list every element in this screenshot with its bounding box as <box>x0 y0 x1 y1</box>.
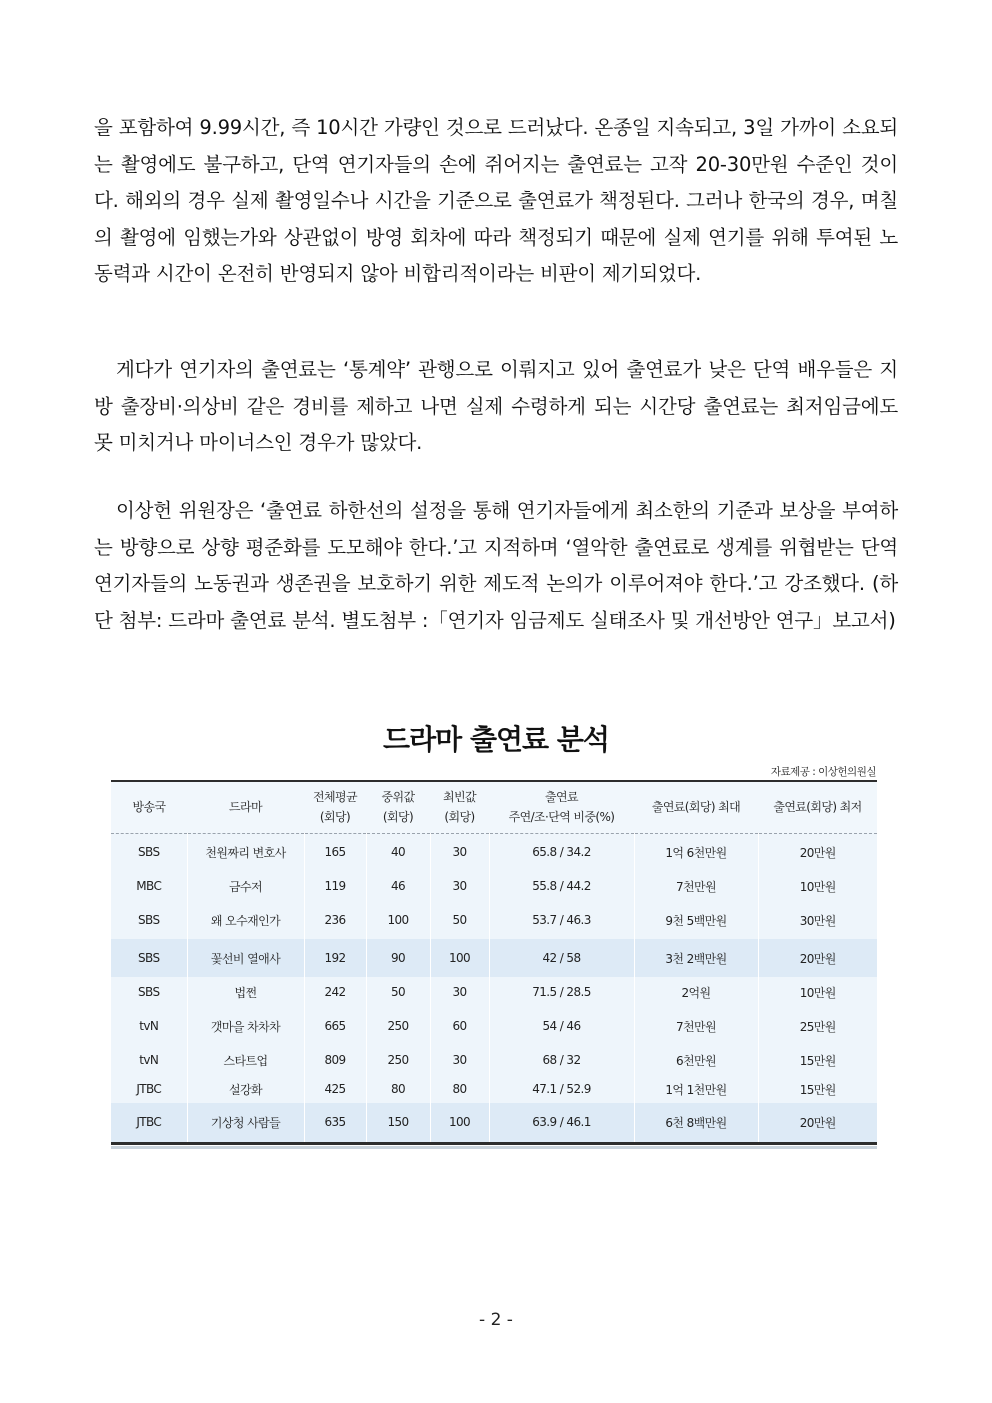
table-row <box>111 1007 877 1045</box>
table-cell: 법쩐 <box>187 977 304 1007</box>
table-cell: 80 <box>366 1075 430 1103</box>
column-header <box>187 781 304 833</box>
table-cell: 635 <box>304 1103 366 1143</box>
column-header <box>489 781 634 833</box>
column-header <box>304 781 366 833</box>
column-header <box>366 781 430 833</box>
table-cell: 천원짜리 변호사 <box>187 833 304 871</box>
column-header <box>634 781 758 833</box>
table-row <box>111 871 877 901</box>
table-cell: SBS <box>111 901 187 939</box>
table-header <box>111 781 877 833</box>
table-cell: 250 <box>366 1007 430 1045</box>
table-cell: 60 <box>430 1007 489 1045</box>
table-cell: 55.8 / 44.2 <box>489 871 634 901</box>
table-cell: 119 <box>304 871 366 901</box>
table-cell: 30만원 <box>758 901 877 939</box>
table-row <box>111 939 877 977</box>
table-cell: 7천만원 <box>634 1007 758 1045</box>
column-header-text: (회당) <box>319 810 351 825</box>
table-cell: 6천 8백만원 <box>634 1103 758 1143</box>
table-cell: 63.9 / 46.1 <box>489 1103 634 1143</box>
table-cell: 665 <box>304 1007 366 1045</box>
table-cell: 46 <box>366 871 430 901</box>
column-header <box>111 781 187 833</box>
column-header-text: (회당) <box>382 810 414 825</box>
table-cell: SBS <box>111 939 187 977</box>
table-cell: 20만원 <box>758 1103 877 1143</box>
table-cell: 갯마을 차차차 <box>187 1007 304 1045</box>
table-cell: JTBC <box>111 1103 187 1143</box>
table-cell: 50 <box>366 977 430 1007</box>
column-header-text: 전체평균 <box>313 790 357 805</box>
table-cell: 68 / 32 <box>489 1045 634 1075</box>
table-bottom-shadow <box>111 1146 877 1149</box>
table-cell: 금수저 <box>187 871 304 901</box>
table-cell: 6천만원 <box>634 1045 758 1075</box>
table-cell: 425 <box>304 1075 366 1103</box>
table-cell: 192 <box>304 939 366 977</box>
table-title: 드라마 출연료 분석 <box>383 723 609 756</box>
table-row <box>111 901 877 939</box>
table-cell: 기상청 사람들 <box>187 1103 304 1143</box>
column-header-text: 드라마 <box>229 800 262 815</box>
table-row <box>111 833 877 871</box>
table-body <box>111 833 877 1143</box>
column-header-text: 중위값 <box>381 790 415 805</box>
table-cell: 47.1 / 52.9 <box>489 1075 634 1103</box>
table-cell: 25만원 <box>758 1007 877 1045</box>
column-header <box>430 781 489 833</box>
table-cell: 3천 2백만원 <box>634 939 758 977</box>
table-cell: 53.7 / 46.3 <box>489 901 634 939</box>
table-cell: 30 <box>430 833 489 871</box>
column-header-text: 출연료 <box>545 790 578 805</box>
table-cell: 90 <box>366 939 430 977</box>
table-cell: 30 <box>430 977 489 1007</box>
table-cell: 150 <box>366 1103 430 1143</box>
table-cell: SBS <box>111 833 187 871</box>
table-cell: 165 <box>304 833 366 871</box>
table-cell: 9천 5백만원 <box>634 901 758 939</box>
table-cell: 15만원 <box>758 1045 877 1075</box>
header-row <box>111 781 877 833</box>
table-cell: 100 <box>366 901 430 939</box>
fee-table-container <box>111 780 877 1145</box>
table-cell: MBC <box>111 871 187 901</box>
table-cell: 809 <box>304 1045 366 1075</box>
column-header-text: 최빈값 <box>443 790 476 805</box>
column-header-text: 출연료(회당) 최대 <box>651 800 741 815</box>
column-header-text: 주연/조·단역 비중(%) <box>508 810 615 825</box>
table-cell: 10만원 <box>758 977 877 1007</box>
body-paragraph-3: 이상헌 위원장은 ‘출연료 하한선의 설정을 통해 연기자들에게 최소한의 기준과 보상을 부여하는 방향으로 상향 평준화를 도모해야 한다.’고 지적하며 ‘열악한 출연료로 생계를 위협받는 단역 연기자들의 노동권과 생존권을 보호하기 위한 제도적 논의가 이루어져야 한다.’고 강조했다. (하단 첨부: 드라마 출연료 분석. 별도첨부 :「연기자 임금제도 실태조사 및 개선방안 연구」보고서) <box>94 499 898 632</box>
table-cell: 40 <box>366 833 430 871</box>
page-number: - 2 - <box>479 1310 513 1330</box>
table-row <box>111 1103 877 1143</box>
table-cell: 7천만원 <box>634 871 758 901</box>
table-cell: 10만원 <box>758 871 877 901</box>
table-cell: 50 <box>430 901 489 939</box>
table-row <box>111 977 877 1007</box>
table-cell: SBS <box>111 977 187 1007</box>
column-header-text: 출연료(회당) 최저 <box>773 800 862 815</box>
table-row <box>111 1045 877 1075</box>
table-cell: 1억 1천만원 <box>634 1075 758 1103</box>
table-cell: 1억 6천만원 <box>634 833 758 871</box>
fee-table <box>111 780 877 1145</box>
table-cell: 71.5 / 28.5 <box>489 977 634 1007</box>
table-cell: 65.8 / 34.2 <box>489 833 634 871</box>
body-paragraph-1: 을 포함하여 9.99시간, 즉 10시간 가량인 것으로 드러났다. 온종일 지속되고, 3일 가까이 소요되는 촬영에도 불구하고, 단역 연기자들의 손에 쥐어지는 출연료는 고작 20-30만원 수준인 것이다. 해외의 경우 실제 촬영일수나 시간을 기준으로 출연료가 책정된다. 그러나 한국의 경우, 며칠의 촬영에 임했는가와 상관없이 방영 회차에 따라 책정되기 때문에 실제 연기를 위해 투여된 노동력과 시간이 온전히 반영되지 않아 비합리적이라는 비판이 제기되었다. <box>94 116 898 286</box>
source-note: 자료제공 : 이상헌의원실 <box>770 766 876 778</box>
table-cell: 30 <box>430 871 489 901</box>
column-header-text: 방송국 <box>132 800 166 815</box>
table-cell: 80 <box>430 1075 489 1103</box>
table-cell: tvN <box>111 1007 187 1045</box>
table-cell: 20만원 <box>758 833 877 871</box>
table-cell: JTBC <box>111 1075 187 1103</box>
table-cell: 236 <box>304 901 366 939</box>
table-cell: 2억원 <box>634 977 758 1007</box>
table-cell: 왜 오수재인가 <box>187 901 304 939</box>
table-cell: 20만원 <box>758 939 877 977</box>
table-cell: 15만원 <box>758 1075 877 1103</box>
column-header-text: (회당) <box>444 810 475 825</box>
table-cell: 100 <box>430 939 489 977</box>
table-row <box>111 1075 877 1103</box>
table-cell: 242 <box>304 977 366 1007</box>
column-header <box>758 781 877 833</box>
table-cell: 스타트업 <box>187 1045 304 1075</box>
table-cell: 꽃선비 열애사 <box>187 939 304 977</box>
table-cell: 250 <box>366 1045 430 1075</box>
table-cell: 설강화 <box>187 1075 304 1103</box>
table-cell: tvN <box>111 1045 187 1075</box>
table-cell: 30 <box>430 1045 489 1075</box>
table-cell: 42 / 58 <box>489 939 634 977</box>
table-cell: 100 <box>430 1103 489 1143</box>
table-cell: 54 / 46 <box>489 1007 634 1045</box>
body-paragraph-2: 게다가 연기자의 출연료는 ‘통계약’ 관행으로 이뤄지고 있어 출연료가 낮은 단역 배우들은 지방 출장비·의상비 같은 경비를 제하고 나면 실제 수령하게 되는 시간당 출연료는 최저임금에도 못 미치거나 마이너스인 경우가 많았다. <box>94 358 898 455</box>
